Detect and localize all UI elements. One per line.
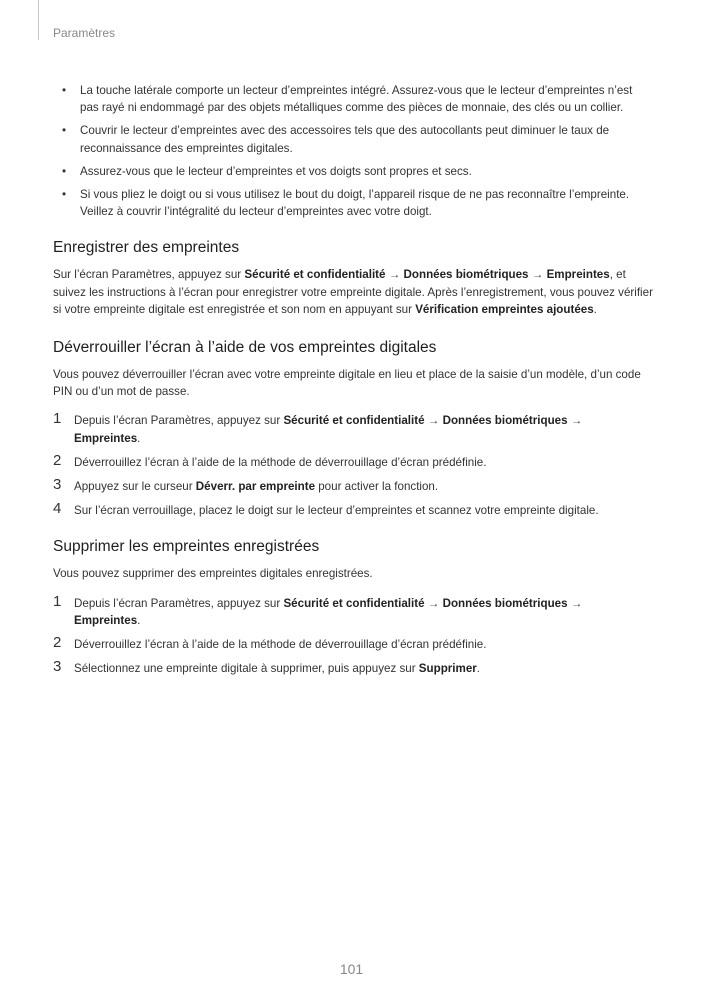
bullet-icon: •	[62, 164, 67, 178]
menu-biometrics: Données biométriques	[403, 268, 529, 282]
bullet-text: Si vous pliez le doigt ou si vous utilisez le bout du doigt, l’appareil risque de ne pas reconnaître l’empreinte. Veillez à couvrir l’intégralité du lecteur d’empreintes avec votre doigt.	[80, 188, 630, 219]
step-text-end: .	[476, 662, 481, 676]
bullet-text: Assurez-vous que le lecteur d’empreintes et vos doigts sont propres et secs.	[80, 164, 472, 178]
heading-register-fingerprints: Enregistrer des empreintes	[53, 239, 240, 257]
step-number: 2	[53, 634, 62, 652]
list-item	[53, 82, 653, 116]
step-text: Sur l’écran verrouillage, placez le doigt sur le lecteur d’empreintes et scannez votre empreinte digitale.	[74, 504, 599, 518]
menu-security: Sécurité et confidentialité	[244, 268, 386, 282]
step-item	[53, 636, 653, 653]
step-item	[53, 660, 653, 677]
menu-security: Sécurité et confidentialité	[283, 414, 425, 428]
step-text-end: .	[137, 431, 141, 445]
step-number: 2	[53, 451, 62, 469]
arrow-icon: →	[567, 414, 583, 428]
step-number: 1	[53, 592, 62, 610]
delete-intro: Vous pouvez supprimer des empreintes digitales enregistrées.	[53, 567, 373, 581]
menu-security: Sécurité et confidentialité	[283, 596, 425, 610]
step-item	[53, 592, 653, 629]
step-number: 3	[53, 476, 62, 494]
unlock-intro: Vous pouvez déverrouiller l’écran avec votre empreinte digitale en lieu et place de la saisie d’un modèle, d’un code PIN ou d’un mot de passe.	[53, 368, 641, 399]
precautions-list	[53, 82, 653, 220]
register-text-3: .	[593, 302, 597, 316]
list-item	[53, 122, 653, 156]
arrow-icon: →	[567, 596, 583, 610]
step-text-end: pour activer la fonction.	[315, 480, 439, 494]
step-text: Sélectionnez une empreinte digitale à supprimer, puis appuyez sur	[74, 662, 419, 676]
step-text: Déverrouillez l’écran à l’aide de la méthode de déverrouillage d’écran prédéfinie.	[74, 638, 487, 652]
step-number: 3	[53, 658, 62, 676]
heading-delete-fingerprints: Supprimer les empreintes enregistrées	[53, 538, 320, 556]
step-item	[53, 502, 653, 519]
step-item	[53, 478, 653, 495]
step-item	[53, 451, 653, 471]
button-delete: Supprimer	[418, 662, 477, 676]
arrow-icon: →	[528, 268, 547, 282]
page-content	[53, 82, 653, 684]
menu-fingerprints: Empreintes	[74, 431, 138, 445]
menu-biometrics: Données biométriques	[442, 414, 568, 428]
menu-fingerprints: Empreintes	[74, 613, 138, 627]
menu-biometrics: Données biométriques	[442, 596, 568, 610]
bullet-icon: •	[62, 188, 67, 202]
bullet-icon: •	[62, 124, 67, 138]
step-text: Depuis l’écran Paramètres, appuyez sur	[74, 414, 284, 428]
step-item	[53, 412, 653, 446]
register-text-1: Sur l’écran Paramètres, appuyez sur	[53, 268, 245, 282]
register-text-2: , et suivez les instructions à l’écran pour enregistrer votre empreinte digitale. Après l’enregistrement, vous pouvez vérifier si votre empreinte digitale est enregistrée et son nom en appuyant sur	[53, 268, 653, 316]
page-number: 101	[339, 961, 364, 977]
delete-steps	[53, 592, 653, 678]
list-item	[53, 163, 653, 180]
setting-fingerprint-unlock: Déverr. par empreinte	[195, 480, 316, 494]
step-number: 4	[53, 500, 62, 518]
section-label: Paramètres	[53, 26, 116, 40]
step-text: Depuis l’écran Paramètres, appuyez sur	[74, 596, 284, 610]
bullet-icon: •	[62, 84, 67, 97]
step-text: Déverrouillez l’écran à l’aide de la méthode de déverrouillage d’écran prédéfinie.	[74, 455, 487, 469]
heading-unlock-screen: Déverrouiller l’écran à l’aide de vos empreintes digitales	[53, 339, 437, 357]
arrow-icon: →	[424, 414, 443, 428]
register-paragraph	[53, 266, 653, 318]
bullet-text: La touche latérale comporte un lecteur d’empreintes intégré. Assurez-vous que le lecteur d’empreintes n’est pas rayé ni endommagé par des objets métalliques comme des pièces de monnaie, des clés ou un collier.	[80, 84, 633, 115]
menu-fingerprints: Empreintes	[546, 268, 610, 282]
menu-verify-fingerprints: Vérification empreintes ajoutées	[415, 302, 594, 316]
step-text: Appuyez sur le curseur	[74, 480, 196, 494]
step-number: 1	[53, 410, 62, 428]
list-item	[53, 186, 653, 220]
header-divider	[38, 0, 39, 40]
unlock-steps	[53, 412, 653, 519]
step-text-end: .	[137, 613, 141, 627]
arrow-icon: →	[424, 596, 443, 610]
bullet-text: Couvrir le lecteur d’empreintes avec des accessoires tels que des autocollants peut diminuer le taux de reconnaissance des empreintes digitales.	[80, 124, 610, 155]
arrow-icon: →	[385, 268, 404, 282]
